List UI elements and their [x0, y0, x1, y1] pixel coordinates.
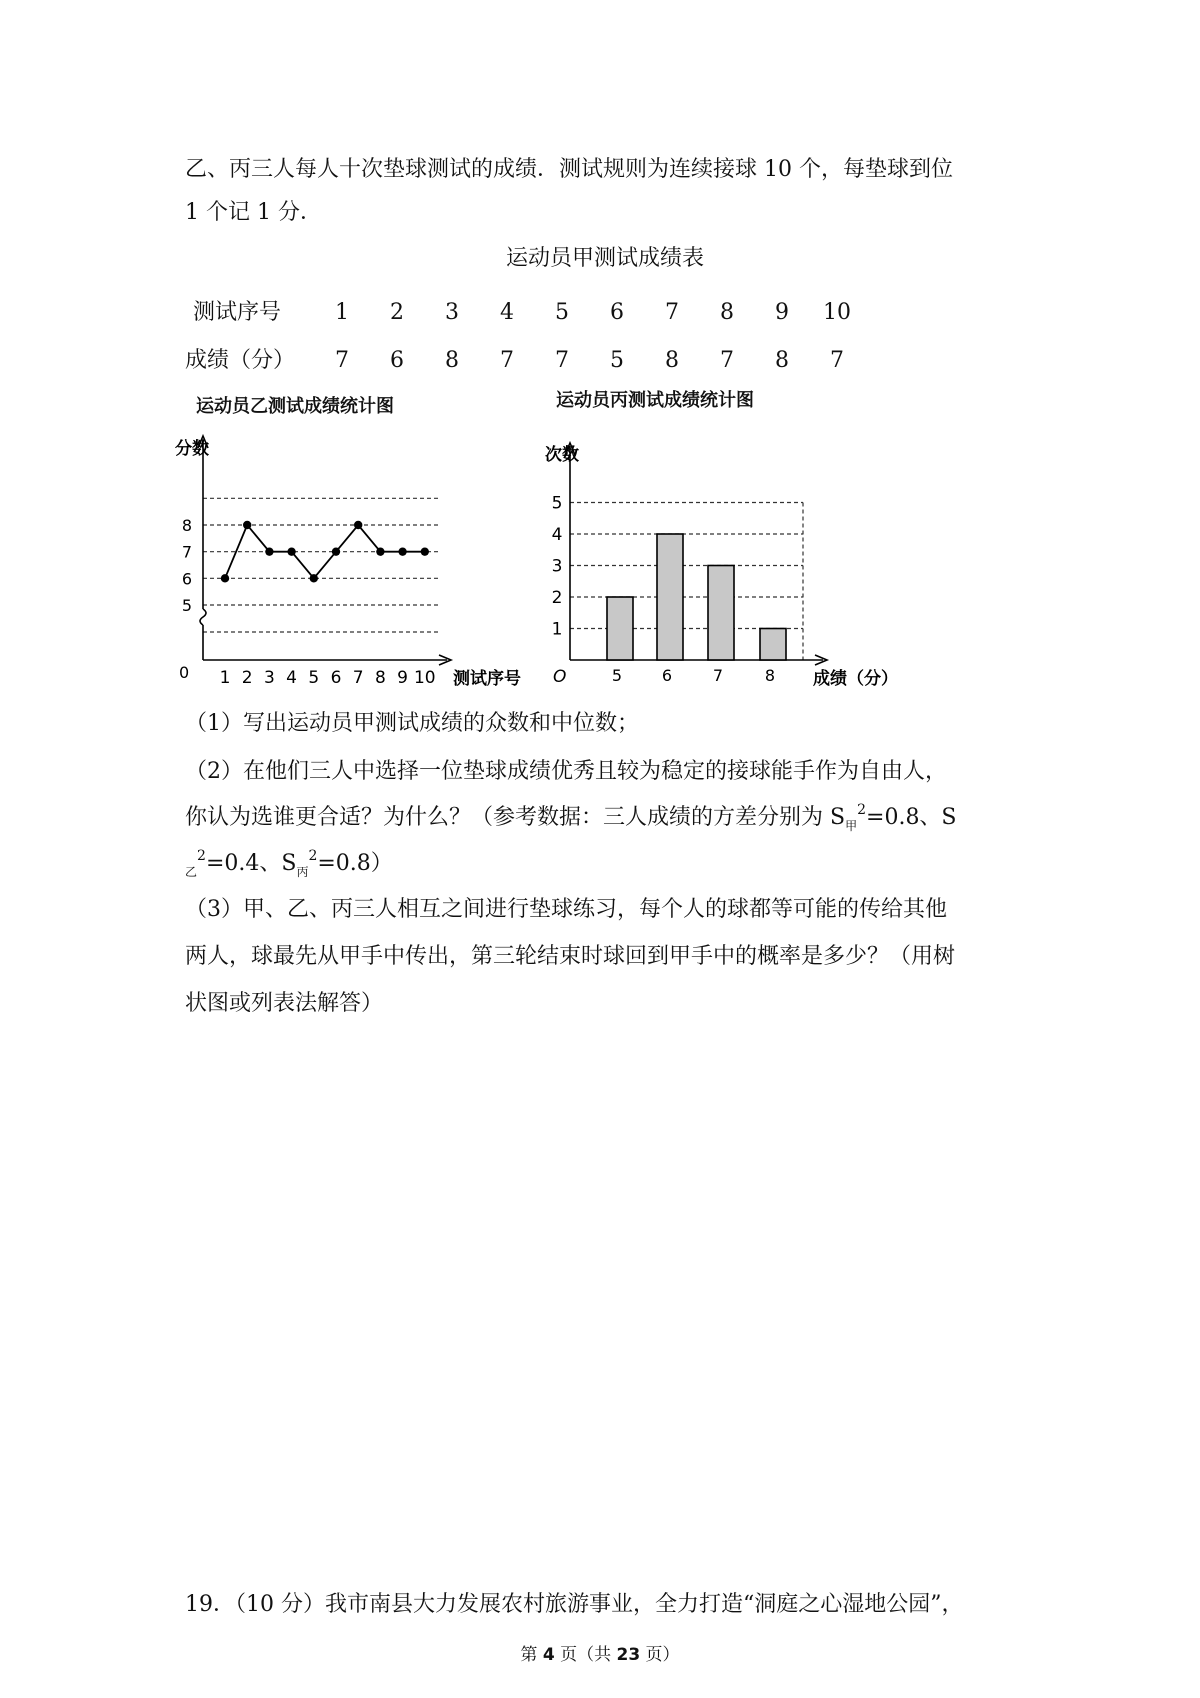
q2-text: =0.8、S — [866, 805, 957, 830]
q2-text: =0.8） — [317, 851, 393, 876]
superscript-2: 2 — [857, 802, 867, 818]
footer-page-number: 4 — [542, 1645, 555, 1665]
x-tick-label: 9 — [397, 668, 409, 688]
data-point — [287, 547, 295, 555]
q2-text: 你认为选谁更合适？为什么？（参考数据：三人成绩的方差分别为 S — [185, 805, 846, 830]
data-point — [332, 547, 340, 555]
table-cell: 4 — [500, 300, 514, 325]
table-cell: 5 — [610, 348, 624, 373]
origin-label: O — [553, 667, 567, 687]
bar-chart — [545, 435, 900, 695]
page-footer — [0, 1640, 1200, 1665]
x-tick-label: 8 — [374, 668, 386, 688]
y-axis-label: 次数 — [545, 445, 579, 465]
q2-text: =0.4、S — [205, 851, 297, 876]
x-tick-label: 7 — [712, 666, 724, 685]
data-point — [265, 547, 273, 555]
superscript-2: 2 — [308, 848, 318, 864]
superscript-2: 2 — [197, 848, 206, 864]
x-tick-label: 4 — [286, 668, 298, 688]
x-tick-label: 1 — [219, 668, 231, 688]
question-3-line-1: （3）甲、乙、丙三人相互之间进行垫球练习，每个人的球都等可能的传给其他 — [185, 897, 947, 922]
y-tick-label: 6 — [181, 569, 193, 589]
y-tick-label: 1 — [551, 619, 563, 640]
data-point — [354, 521, 362, 529]
bar-chart-title: 运动员丙测试成绩统计图 — [556, 390, 754, 411]
data-point — [398, 547, 406, 555]
intro-line-1: 乙、丙三人每人十次垫球测试的成绩．测试规则为连续接球 10 个，每垫球到位 — [185, 157, 953, 182]
y-tick-label: 2 — [551, 588, 563, 608]
footer-prefix: 第 — [520, 1645, 543, 1665]
x-tick-label: 3 — [263, 668, 275, 688]
row-label-score: 成绩（分） — [185, 348, 296, 373]
table-cell: 7 — [720, 348, 734, 373]
table-cell: 8 — [445, 348, 459, 373]
data-point — [221, 574, 229, 582]
origin-label: 0 — [179, 663, 190, 682]
x-tick-label: 2 — [241, 668, 253, 688]
table-title: 运动员甲测试成绩表 — [505, 246, 704, 271]
table-cell: 7 — [335, 348, 349, 373]
y-tick-label: 3 — [551, 556, 563, 577]
y-tick-label: 5 — [551, 493, 563, 514]
line-chart-title: 运动员乙测试成绩统计图 — [196, 396, 394, 417]
subscript-bing: 丙 — [296, 865, 309, 879]
x-tick-label: 6 — [330, 668, 342, 688]
x-tick-label: 10 — [413, 668, 436, 688]
table-cell: 2 — [390, 300, 404, 325]
question-2-line-1: （2）在他们三人中选择一位垫球成绩优秀且较为稳定的接球能手作为自由人， — [185, 759, 947, 784]
subscript-yi: 乙 — [185, 865, 198, 879]
row-label-index: 测试序号 — [193, 300, 282, 325]
question-19: 19．（10 分）我市南县大力发展农村旅游事业，全力打造“洞庭之心湿地公园”， — [185, 1592, 964, 1617]
table-cell: 8 — [665, 348, 679, 373]
table-cell: 7 — [555, 348, 569, 373]
question-2-line-3 — [185, 849, 1025, 881]
table-cell: 7 — [830, 348, 844, 373]
question-3-line-3: 状图或列表法解答） — [185, 991, 384, 1016]
table-cell: 6 — [610, 300, 624, 325]
table-cell: 3 — [445, 300, 459, 325]
x-tick-label: 5 — [611, 666, 623, 685]
y-tick-label: 4 — [551, 525, 563, 545]
table-cell: 5 — [555, 300, 569, 325]
data-point — [421, 547, 429, 555]
bar — [657, 534, 683, 660]
bar — [760, 629, 786, 661]
table-cell: 9 — [775, 300, 789, 325]
question-2-line-2 — [185, 803, 1025, 835]
table-cell: 8 — [720, 300, 734, 325]
question-3-line-2: 两人，球最先从甲手中传出，第三轮结束时球回到甲手中的概率是多少？（用树 — [185, 944, 956, 969]
y-tick-label: 5 — [181, 596, 193, 615]
table-cell: 7 — [665, 300, 679, 325]
intro-line-2: 1 个记 1 分． — [185, 200, 322, 225]
footer-total-pages: 23 — [616, 1645, 641, 1665]
table-cell: 10 — [823, 300, 851, 325]
question-1: （1）写出运动员甲测试成绩的众数和中位数； — [185, 711, 639, 736]
footer-middle: 页（共 — [554, 1645, 617, 1665]
data-point — [376, 547, 384, 555]
table-row-index — [185, 298, 1025, 328]
y-tick-label: 8 — [181, 516, 193, 535]
table-row-score — [185, 346, 1025, 376]
line-chart — [175, 430, 545, 695]
x-tick-label: 5 — [308, 668, 320, 688]
x-tick-label: 6 — [661, 666, 673, 685]
x-axis-label: 成绩（分） — [813, 669, 898, 689]
y-axis-label: 分数 — [175, 439, 209, 459]
x-tick-label: 7 — [352, 668, 364, 688]
table-cell: 8 — [775, 348, 789, 373]
data-point — [310, 574, 318, 582]
x-axis-label: 测试序号 — [453, 669, 521, 689]
table-cell: 1 — [335, 300, 349, 325]
table-cell: 7 — [500, 348, 514, 373]
data-point — [243, 521, 251, 529]
footer-suffix: 页） — [640, 1645, 680, 1665]
x-tick-label: 8 — [764, 666, 776, 685]
table-cell: 6 — [390, 348, 404, 373]
bar — [607, 597, 633, 660]
bar — [708, 566, 734, 661]
subscript-jia: 甲 — [845, 819, 858, 833]
axis-break-icon — [200, 609, 206, 625]
y-tick-label: 7 — [181, 542, 193, 562]
